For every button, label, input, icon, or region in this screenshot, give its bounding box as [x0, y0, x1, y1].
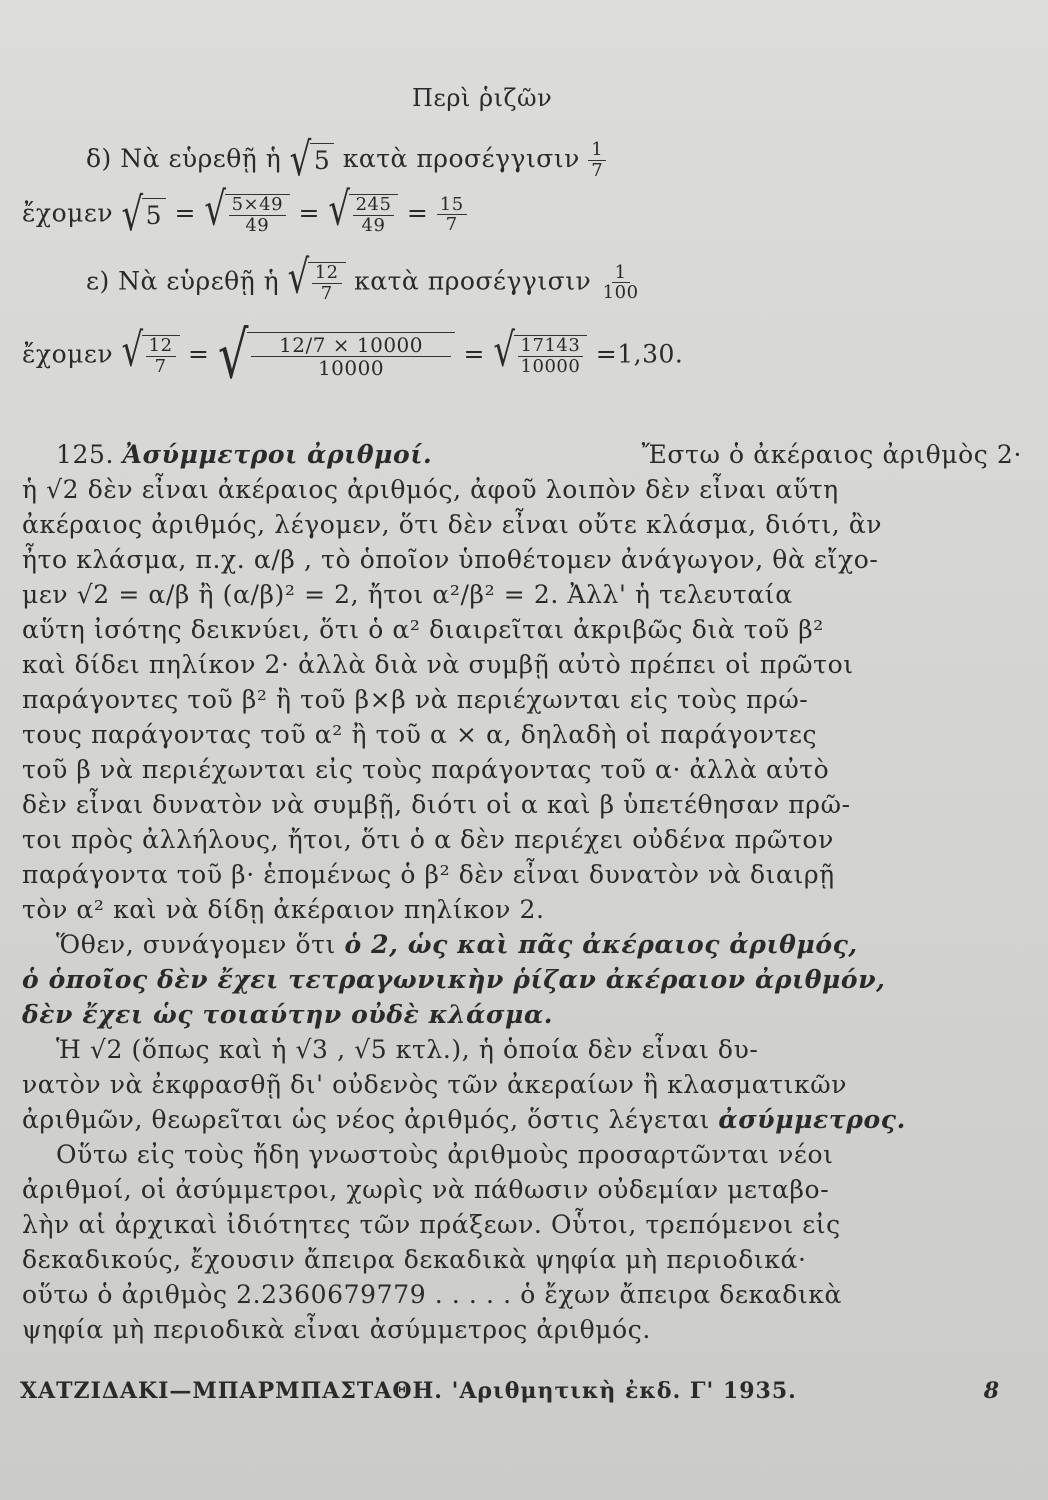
- approx-fraction-e: $\frac{1}{100}$: [602, 261, 639, 304]
- page-footer: [20, 1378, 1020, 1404]
- sqrt-17143: √ $\frac{17143}{10000}$: [493, 335, 587, 377]
- sqrt-big-fraction: √ $\frac{12/7 \times 10000}{10000}$: [218, 332, 455, 380]
- sqrt-5: √ 5: [290, 143, 335, 177]
- text-line: τους παράγοντας τοῦ α² ἢ τοῦ α × α, δηλαδὴ οἱ παράγοντες: [22, 720, 818, 749]
- sqrt-fraction-2: √ $\frac{245}{49}$: [328, 194, 398, 236]
- text-line: ψηφία μὴ περιοδικὰ εἶναι ἀσύμμετρος ἀριθμός.: [22, 1315, 651, 1344]
- text-line: τὸν α² καὶ νὰ δίδῃ ἀκέραιον πηλίκον 2.: [22, 895, 545, 924]
- text-line: παράγοντα τοῦ β· ἑπομένως ὁ β² δὲν εἶναι δυνατὸν νὰ διαιρῇ: [22, 860, 835, 889]
- example-d-line: [86, 133, 606, 188]
- text-line: ἀκέραιος ἀριθμός, λέγομεν, ὅτι δὲν εἶναι οὔτε κλάσμα, διότι, ἂν: [22, 510, 883, 539]
- text-line: ἀριθμοί, οἱ ἀσύμμετροι, χωρὶς νὰ πάθωσιν οὐδεμίαν μεταβο-: [22, 1175, 830, 1204]
- text-line: αὕτη ἰσότης δεικνύει, ὅτι ὁ α² διαιρεῖται ἀκριβῶς διὰ τοῦ β²: [22, 615, 824, 644]
- footer-authors: ΧΑΤΖΙΔΑΚΙ—ΜΠΑΡΜΠΑΣΤΑΘΗ. 'Αριθμητικὴ ἐκδ. Γ' 1935.: [20, 1378, 797, 1404]
- sqrt-12-7-b: √ $\frac{12}{7}$: [121, 335, 179, 377]
- conclusion-line-1: [22, 930, 1022, 965]
- text-line: ἦτο κλάσμα, π.χ. α/β , τὸ ὁποῖον ὑποθέτομεν ἀνάγωγον, θὰ εἴχο-: [22, 545, 879, 574]
- example-d-equation: ἔχομεν √ 5 = √ $\frac{5\times 49}{49}$ = √ $\frac{245}{49}$ = $\frac{15}{7}$: [22, 194, 467, 236]
- text-line: τοι πρὸς ἀλλήλους, ἤτοι, ὅτι ὁ α δὲν περιέχει οὐδένα πρῶτον: [22, 825, 834, 854]
- text-line: νατὸν νὰ ἐκφρασθῇ δι' οὐδενὸς τῶν ἀκεραίων ἢ κλασματικῶν: [22, 1070, 848, 1099]
- exomen-label-e: ἔχομεν: [22, 339, 114, 369]
- section-125: [22, 440, 1022, 1350]
- text-line: λὴν αἱ ἀρχικαὶ ἰδιότητες τῶν πράξεων. Οὗτοι, τρεπόμενοι εἰς: [22, 1210, 841, 1239]
- conclusion-line-3: δὲν ἔχει ὡς τοιαύτην οὐδὲ κλάσμα.: [22, 1000, 554, 1029]
- term-asymmetros: ἀσύμμετρος.: [718, 1105, 906, 1134]
- result-value: =1,30.: [595, 339, 684, 369]
- page-number: 8: [983, 1378, 1000, 1404]
- text-line: δεκαδικούς, ἔχουσιν ἄπειρα δεκαδικὰ ψηφία μὴ περιοδικά·: [22, 1245, 807, 1274]
- running-header: Περὶ ῥιζῶν: [412, 84, 553, 112]
- text-line: μεν √2 = α/β ἢ (α/β)² = 2, ἤτοι α²/β² = 2. Ἀλλ' ἡ τελευταία: [22, 580, 793, 609]
- example-e-equation: ἔχομεν √ $\frac{12}{7}$ = √ $\frac{12/7 \times 10000}{10000}$ = √ $\frac{17143}{10000}$ =1,30.: [22, 318, 684, 394]
- text-span: ἀριθμῶν, θεωρεῖται ὡς νέος ἀριθμός, ὅστις λέγεται: [22, 1105, 710, 1134]
- text-line: Ἔστω ὁ ἀκέραιος ἀριθμὸς 2·: [641, 440, 1022, 469]
- sqrt-12-7: √ $\frac{12}{7}$: [288, 262, 346, 304]
- example-e-line: [86, 250, 642, 305]
- example-e-label: ε) Νὰ εὑρεθῇ ἡ: [86, 266, 280, 296]
- text-line: ἡ √2 δὲν εἶναι ἀκέραιος ἀριθμός, ἀφοῦ λοιπὸν δὲν εἶναι αὕτη: [22, 475, 839, 504]
- result-fraction: $\frac{15}{7}$: [437, 195, 467, 236]
- exomen-label: ἔχομεν: [22, 198, 114, 228]
- conclusion-bold-1: ὁ 2, ὡς καὶ πᾶς ἀκέραιος ἀριθμός,: [344, 930, 858, 959]
- sqrt-5-b: √ 5: [121, 198, 166, 232]
- example-e-tail: κατὰ προσέγγισιν: [354, 266, 592, 296]
- text-line: δὲν εἶναι δυνατὸν νὰ συμβῇ, διότι οἱ α καὶ β ὑπετέθησαν πρῶ-: [22, 790, 851, 819]
- approx-fraction: $\frac{1}{7}$: [588, 140, 606, 181]
- text-line: Οὕτω εἰς τοὺς ἤδη γνωστοὺς ἀριθμοὺς προσαρτῶνται νέοι: [56, 1140, 834, 1169]
- conclusion-plain: Ὅθεν, συνάγομεν ὅτι: [56, 930, 336, 959]
- conclusion-line-2: ὁ ὁποῖος δὲν ἔχει τετραγωνικὴν ῥίζαν ἀκέραιον ἀριθμόν,: [22, 965, 886, 994]
- sqrt-fraction-1: √ $\frac{5\times 49}{49}$: [204, 194, 290, 236]
- text-line: τοῦ β νὰ περιέχωνται εἰς τοὺς παράγοντας τοῦ α· ἀλλὰ αὐτὸ: [22, 755, 830, 784]
- example-d-tail: κατὰ προσέγγισιν: [342, 143, 580, 173]
- text-line: οὕτω ὁ ἀριθμὸς 2.2360679779 . . . . . ὁ ἔχων ἄπειρα δεκαδικὰ: [22, 1280, 842, 1309]
- section-heading-line: [22, 440, 1022, 475]
- text-line: παράγοντες τοῦ β² ἢ τοῦ β×β νὰ περιέχωνται εἰς τοὺς πρώ-: [22, 685, 809, 714]
- section-number: 125.: [56, 440, 115, 469]
- paragraph2-last-line: [22, 1105, 1022, 1140]
- text-line: καὶ δίδει πηλίκον 2· ἀλλὰ διὰ νὰ συμβῇ αὐτὸ πρέπει οἱ πρῶτοι: [22, 650, 854, 679]
- example-d-label: δ) Νὰ εὑρεθῇ ἡ: [86, 143, 282, 173]
- section-title: Ἀσύμμετροι ἀριθμοί.: [122, 440, 433, 469]
- text-line: Ἡ √2 (ὅπως καὶ ἡ √3 , √5 κτλ.), ἡ ὁποία δὲν εἶναι δυ-: [56, 1035, 759, 1064]
